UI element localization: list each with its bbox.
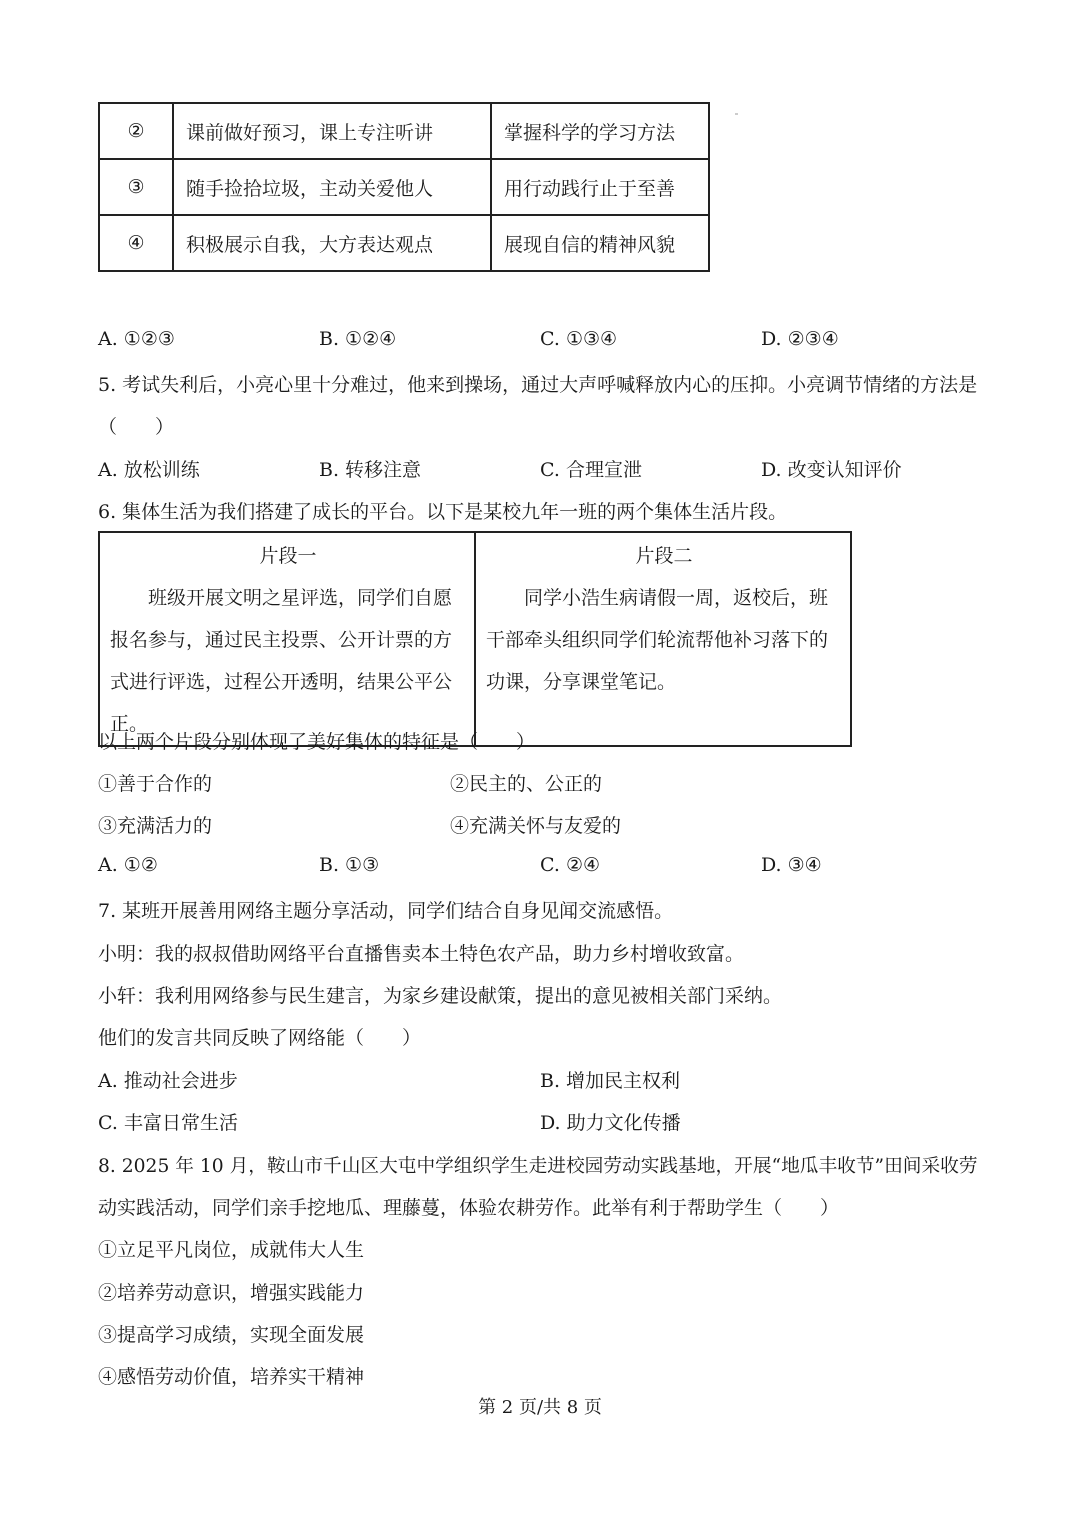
- q5-option-a: A. 放松训练: [98, 459, 200, 481]
- segment-two-title: 片段二: [635, 545, 693, 567]
- row-meaning: 用行动践行止于至善: [491, 159, 709, 215]
- q7-xiaoxuan: 小轩：我利用网络参与民生建言，为家乡建设献策，提出的意见被相关部门采纳。: [98, 985, 783, 1007]
- row-action: 积极展示自我，大方表达观点: [173, 215, 491, 271]
- q7-question: 他们的发言共同反映了网络能（ ）: [98, 1027, 422, 1049]
- page-number: 第 2 页/共 8 页: [478, 1397, 602, 1418]
- q5-bracket: （ ）: [98, 416, 175, 438]
- segments-table: [98, 531, 852, 747]
- table-row: [99, 215, 709, 271]
- q8-item-4: ④感悟劳动价值，培养实干精神: [98, 1366, 365, 1388]
- row-number: ②: [99, 103, 173, 159]
- table-row: [99, 103, 709, 159]
- q7-xiaoming: 小明：我的叔叔借助网络平台直播售卖本土特色农产品，助力乡村增收致富。: [98, 943, 745, 965]
- q6-option-d: D. ③④: [761, 854, 822, 876]
- q5-option-b: B. 转移注意: [319, 459, 422, 481]
- row-number: ④: [99, 215, 173, 271]
- q6-item-3: ③充满活力的: [98, 815, 213, 837]
- segment-one-title: 片段一: [259, 545, 317, 567]
- q6-option-a: A. ①②: [98, 854, 158, 876]
- row-meaning: 掌握科学的学习方法: [491, 103, 709, 159]
- q6-item-2: ②民主的、公正的: [450, 773, 603, 795]
- q6-stem: 6. 集体生活为我们搭建了成长的平台。以下是某校九年一班的两个集体生活片段。: [98, 501, 788, 523]
- q4-option-d: D. ②③④: [761, 328, 839, 350]
- table-row: [99, 159, 709, 215]
- segment-one-text: 班级开展文明之星评选，同学们自愿报名参与，通过民主投票、公开计票的方式进行评选，过程公开透明，结果公平公正。: [110, 587, 453, 735]
- q5-option-c: C. 合理宣泄: [540, 459, 642, 481]
- row-meaning: 展现自信的精神风貌: [491, 215, 709, 271]
- q8-item-1: ①立足平凡岗位，成就伟大人生: [98, 1239, 365, 1261]
- q6-item-1: ①善于合作的: [98, 773, 213, 795]
- q7-option-a: A. 推动社会进步: [98, 1070, 238, 1092]
- q5-option-d: D. 改变认知评价: [761, 459, 902, 481]
- q7-option-b: B. 增加民主权利: [540, 1070, 681, 1092]
- scan-speck: [735, 113, 738, 115]
- q7-option-d: D. 助力文化传播: [540, 1112, 681, 1134]
- q8-stem-line2: 动实践活动，同学们亲手挖地瓜、理藤蔓，体验农耕劳作。此举有利于帮助学生（ ）: [98, 1197, 840, 1219]
- q4-option-a: A. ①②③: [98, 328, 175, 350]
- row-action: 随手捡拾垃圾，主动关爱他人: [173, 159, 491, 215]
- row-number: ③: [99, 159, 173, 215]
- q6-item-4: ④充满关怀与友爱的: [450, 815, 622, 837]
- segment-two-text: 同学小浩生病请假一周，返校后，班干部牵头组织同学们轮流帮他补习落下的功课，分享课堂笔记。: [486, 587, 829, 693]
- q6-option-c: C. ②④: [540, 854, 601, 876]
- segment-two-cell: [475, 532, 851, 746]
- q8-stem-line1: 8. 2025 年 10 月，鞍山市千山区大屯中学组织学生走进校园劳动实践基地，开展“地瓜丰收节”田间采收劳: [98, 1156, 978, 1177]
- q6-option-b: B. ①③: [319, 854, 380, 876]
- q4-option-c: C. ①③④: [540, 328, 618, 350]
- q6-question: 以上两个片段分别体现了美好集体的特征是（ ）: [98, 731, 536, 753]
- table-row: [99, 532, 851, 746]
- q8-item-3: ③提高学习成绩，实现全面发展: [98, 1324, 365, 1346]
- q8-item-2: ②培养劳动意识，增强实践能力: [98, 1282, 365, 1304]
- segment-one-cell: [99, 532, 475, 746]
- practice-table: [98, 102, 710, 272]
- q5-stem: 5. 考试失利后，小亮心里十分难过，他来到操场，通过大声呼喊释放内心的压抑。小亮调节情绪的方法是: [98, 374, 978, 396]
- row-action: 课前做好预习，课上专注听讲: [173, 103, 491, 159]
- q4-option-b: B. ①②④: [319, 328, 397, 350]
- q7-option-c: C. 丰富日常生活: [98, 1112, 238, 1134]
- q7-stem: 7. 某班开展善用网络主题分享活动，同学们结合自身见闻交流感悟。: [98, 900, 674, 922]
